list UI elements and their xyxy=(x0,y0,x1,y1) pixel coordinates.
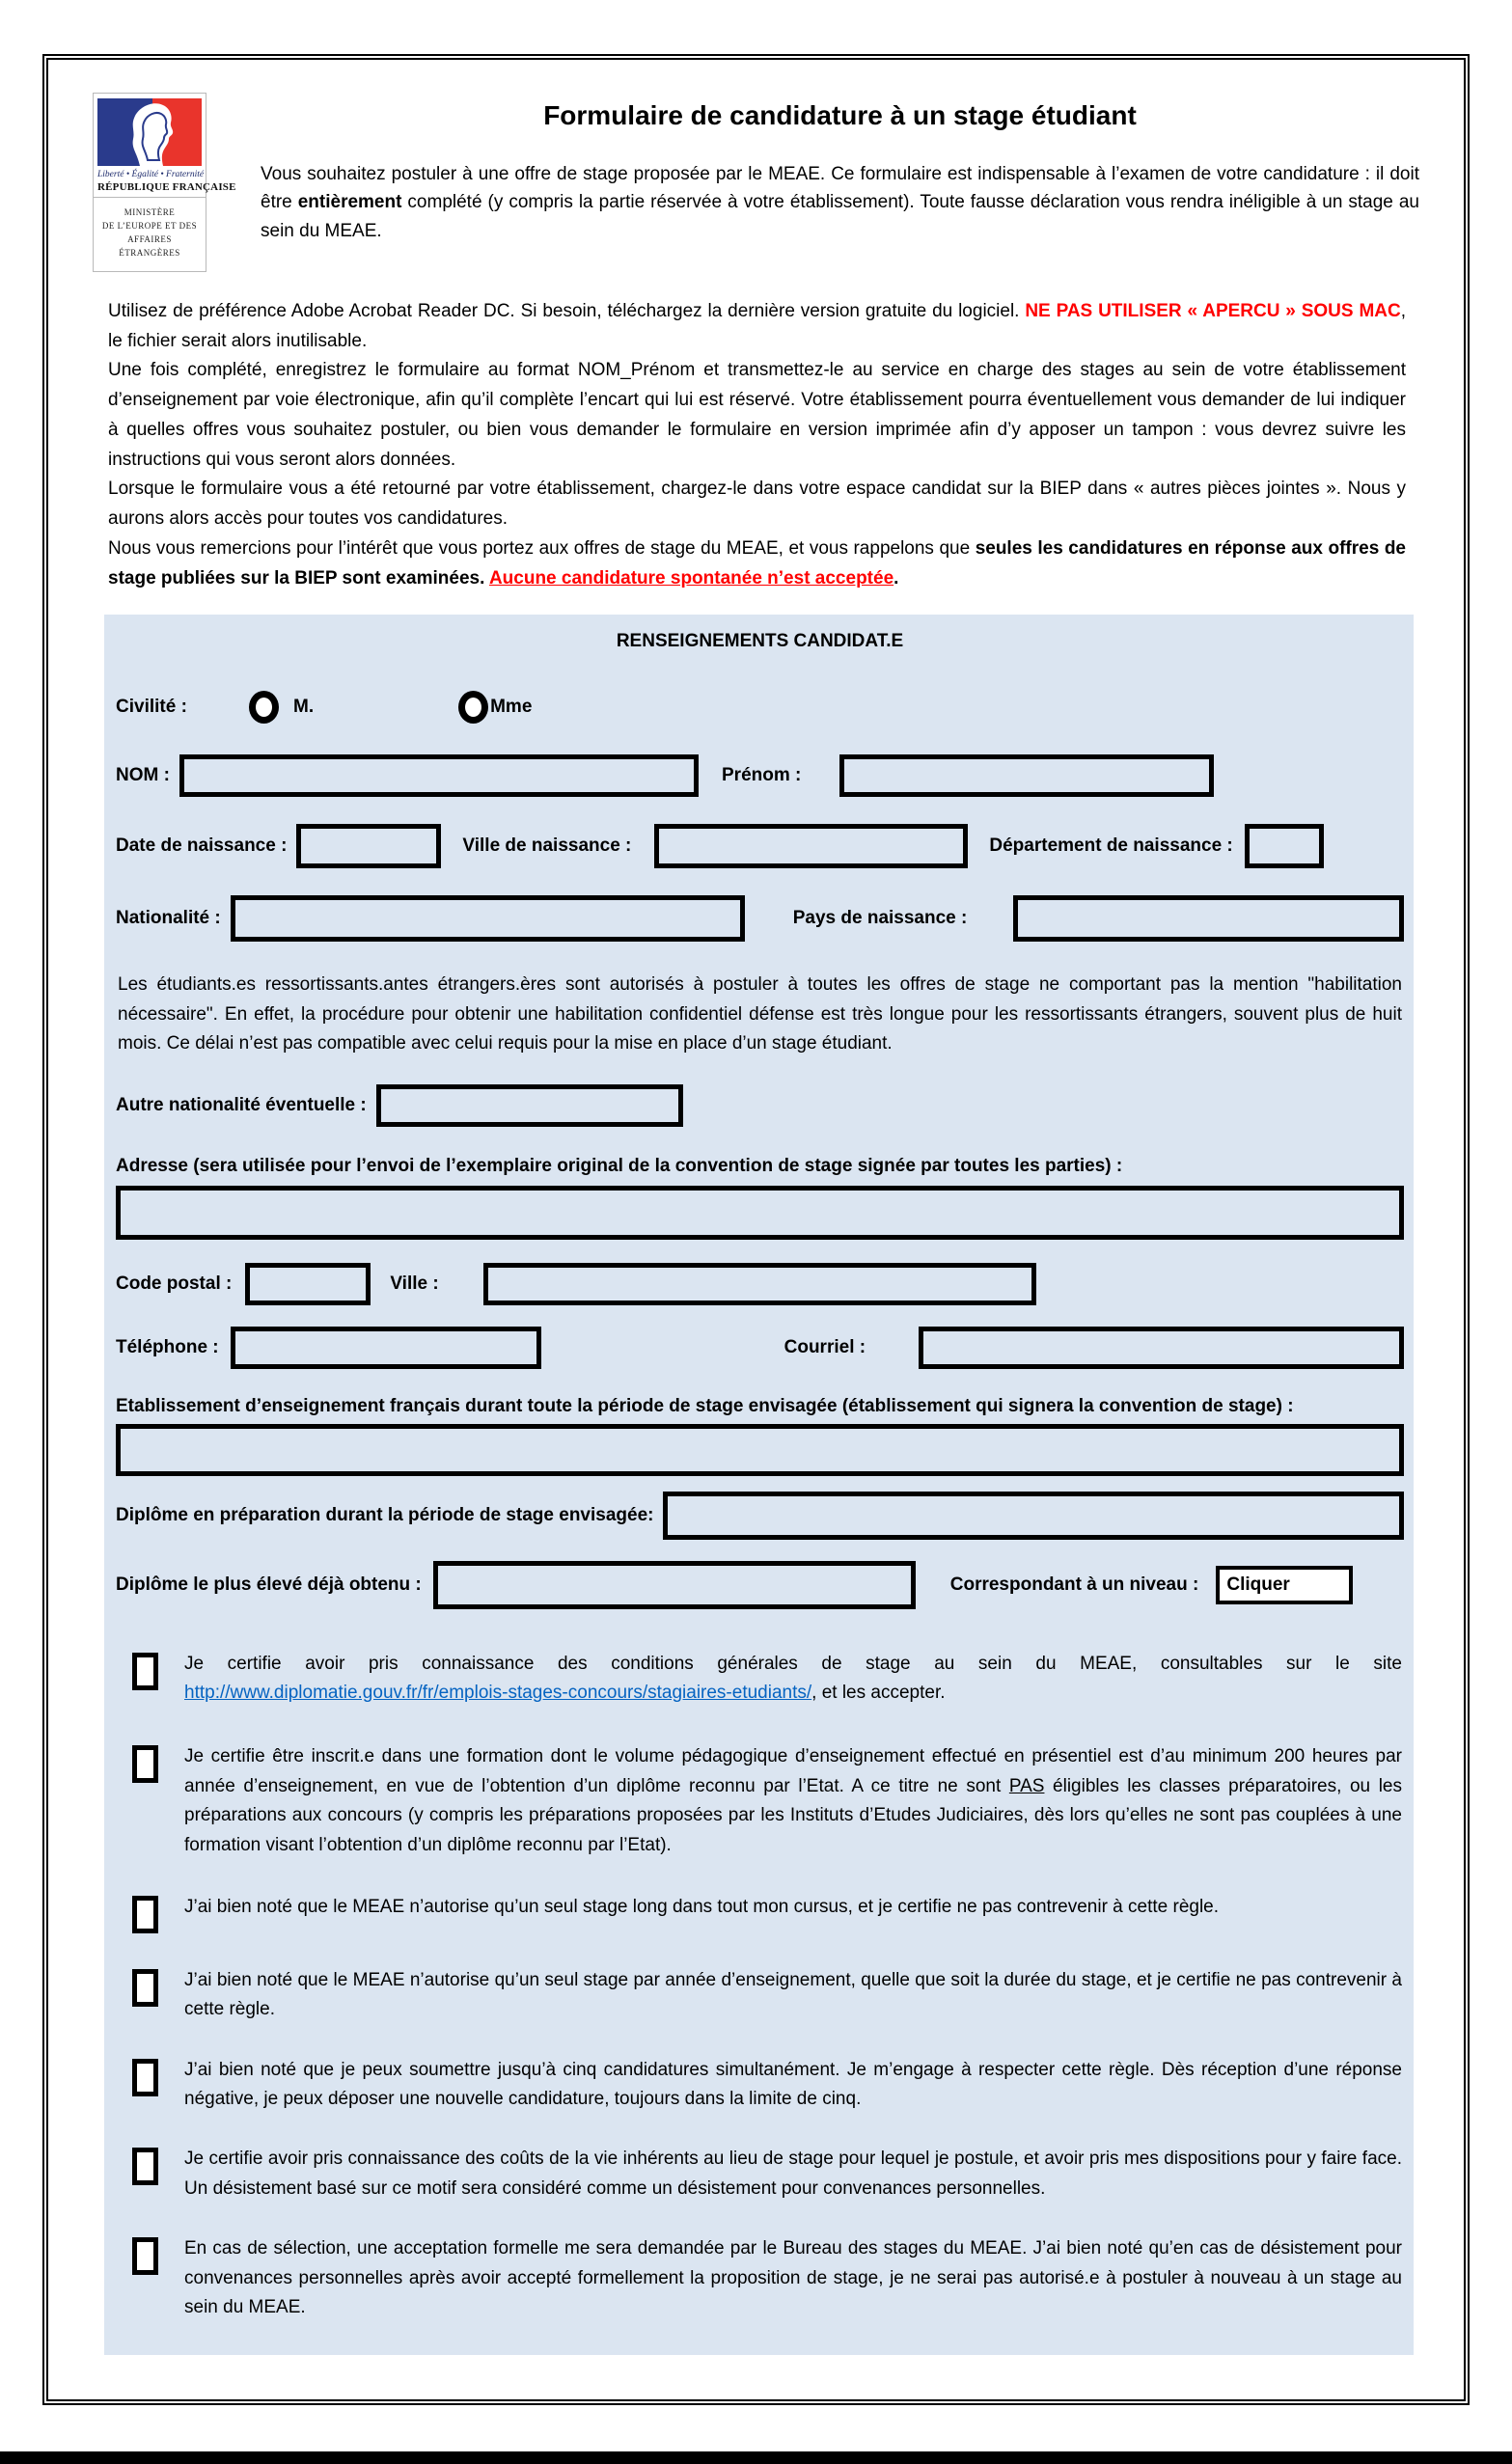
text-segment: Vous souhaitez postuler à une offre de stage proposée par le MEAE. Ce formulaire est indispensable à l’examen de votre candidature : il doit être xyxy=(261,164,1419,213)
text-segment: Je certifie être inscrit.e dans une formation dont le volume pédagogique d’enseignement effectué en présentiel est d’au minimum 200 heures par année d’enseignement, en vue de l’obtention d’un diplôme reconnu par l’Etat. A ce titre ne sont xyxy=(184,1746,1402,1796)
dept-naissance-label: Département de naissance : xyxy=(989,835,1233,857)
code-postal-input[interactable] xyxy=(245,1263,371,1305)
certification-text-7 xyxy=(184,2234,1402,2322)
certification-checkbox-2[interactable] xyxy=(132,1745,158,1783)
diplome-preparation-input[interactable] xyxy=(663,1492,1404,1540)
text-segment: complété (y compris la partie réservée à votre établissement). Toute fausse déclaration vous rendra inéligible à un stage au sein du MEAE. xyxy=(261,192,1419,241)
code-postal-label: Code postal : xyxy=(116,1273,233,1294)
text-segment: éligibles les classes préparatoires, ou les préparations aux concours (y compris les préparations proposées par les Instituts d’Etudes Judiciaires, dès lors qu’elles ne sont pas couplées à une formation visant l’obtention d’un diplôme reconnu par l’Etat). xyxy=(184,1775,1402,1855)
text-segment: NE PAS UTILISER « APERCU » SOUS MAC xyxy=(1025,300,1401,321)
marianne-flag-icon xyxy=(97,98,202,166)
diplome-preparation-label: Diplôme en préparation durant la période de stage envisagée: xyxy=(116,1504,654,1525)
foreign-students-note: Les étudiants.es ressortissants.antes étrangers.ères sont autorisés à postuler à toutes les offres de stage ne comportant pas la mention "habilitation nécessaire". En effet, la procédure pour obtenir une habilitation confidentiel défense est très longue pour les ressortissants étrangers, souvent plus de huit mois. Ce délai n’est pas compatible avec celui requis pour la mise en place d’un stage étudiant. xyxy=(118,974,1402,1054)
adresse-label: Adresse (sera utilisée pour l’envoi de l’exemplaire original de la convention de stage signée par toutes les parties) : xyxy=(116,1155,1123,1176)
instructions-paragraph-1 xyxy=(108,297,1406,357)
text-segment: . xyxy=(893,567,899,589)
certification-checkbox-1[interactable] xyxy=(132,1653,158,1690)
instructions-paragraph-2 xyxy=(108,356,1406,475)
nationalite-input[interactable] xyxy=(231,895,745,942)
etablissement-label: Etablissement d’enseignement français durant toute la période de stage envisagée (établissement qui signera la convention de stage) : xyxy=(116,1395,1294,1416)
ville-naissance-input[interactable] xyxy=(654,824,968,868)
certification-text-2 xyxy=(184,1742,1402,1860)
republique-francaise-logo xyxy=(93,93,236,272)
diplome-obtenu-label: Diplôme le plus élevé déjà obtenu : xyxy=(116,1574,422,1595)
certification-checkbox-5[interactable] xyxy=(132,2059,158,2096)
courriel-input[interactable] xyxy=(919,1327,1404,1369)
certification-checkbox-6[interactable] xyxy=(132,2148,158,2185)
text-segment: Lorsque le formulaire vous a été retourné par votre établissement, chargez-le dans votre espace candidat sur la BIEP dans « autres pièces jointes ». Nous y aurons alors accès pour toutes vos candidatures. xyxy=(108,479,1406,530)
prenom-input[interactable] xyxy=(839,754,1214,797)
text-segment: Je certifie avoir pris connaissance des conditions générales de stage au sein du MEAE, consultables sur le site xyxy=(184,1653,1402,1674)
logo-ministere xyxy=(93,198,206,272)
instructions-paragraph-3 xyxy=(108,475,1406,534)
certification-checkbox-7[interactable] xyxy=(132,2237,158,2275)
row-diplome-preparation xyxy=(116,1492,1404,1540)
text-segment: Je certifie avoir pris connaissance des coûts de la vie inhérents au lieu de stage pour lequel je postule, et avoir pris mes dispositions pour y faire face. Un désistement basé sur ce motif sera considéré comme un désistement pour convenances personnelles. xyxy=(184,2149,1402,2199)
ministere-line: AFFAIRES ÉTRANGÈRES xyxy=(119,233,180,258)
text-segment: . xyxy=(480,567,489,589)
courriel-label: Courriel : xyxy=(783,1336,866,1357)
nom-input[interactable] xyxy=(179,754,699,797)
dept-naissance-input[interactable] xyxy=(1245,824,1324,868)
row-naissance xyxy=(116,824,1404,868)
text-segment: entièrement xyxy=(297,192,402,213)
external-link[interactable]: http://www.diplomatie.gouv.fr/fr/emplois-stages-concours/stagiaires-etudiants/ xyxy=(184,1682,812,1703)
certification-text-5 xyxy=(184,2056,1402,2115)
intro-paragraph xyxy=(261,160,1419,245)
ministere-line: MINISTÈRE xyxy=(124,207,176,217)
niveau-dropdown[interactable]: Cliquer xyxy=(1216,1566,1353,1604)
instructions-paragraph-4 xyxy=(108,534,1406,594)
telephone-input[interactable] xyxy=(231,1327,541,1369)
adresse-input[interactable] xyxy=(116,1186,1404,1240)
viewport-bottom-edge xyxy=(0,2451,1512,2464)
civilite-option-mme-label: Mme xyxy=(490,697,533,718)
certification-item-7 xyxy=(116,2234,1404,2322)
marianne-icon xyxy=(97,98,202,166)
panel-header: RENSEIGNEMENTS CANDIDAT.E xyxy=(616,631,904,652)
page-header xyxy=(93,93,1419,272)
etablissement-input[interactable] xyxy=(116,1424,1404,1476)
certification-text-6 xyxy=(184,2145,1402,2204)
row-adresse xyxy=(116,1156,1404,1240)
instructions-block xyxy=(108,297,1406,594)
certification-text-1 xyxy=(184,1650,1402,1709)
ville-naissance-label: Ville de naissance : xyxy=(462,835,632,857)
pays-naissance-label: Pays de naissance : xyxy=(792,908,968,929)
certification-item-4 xyxy=(116,1966,1404,2025)
prenom-label: Prénom : xyxy=(722,765,802,786)
civilite-option-m-label: M. xyxy=(293,697,315,718)
certification-item-3 xyxy=(116,1893,1404,1933)
certification-item-1 xyxy=(116,1650,1404,1709)
text-segment: PAS xyxy=(1008,1775,1045,1796)
text-segment: Utilisez de préférence Adobe Acrobat Reader DC. Si besoin, téléchargez la dernière version gratuite du logiciel. xyxy=(108,300,1026,321)
autre-nationalite-label: Autre nationalité éventuelle : xyxy=(116,1094,367,1115)
row-nom-prenom xyxy=(116,754,1404,797)
certification-text-3 xyxy=(184,1893,1402,1922)
certification-item-5 xyxy=(116,2056,1404,2115)
form-page xyxy=(42,54,1470,2405)
logo-motto: Liberté • Égalité • Fraternité xyxy=(97,170,205,179)
certification-checkbox-4[interactable] xyxy=(132,1969,158,2007)
civilite-radio-m[interactable] xyxy=(249,691,279,724)
nationalite-label: Nationalité : xyxy=(116,908,221,929)
ville-input[interactable] xyxy=(483,1263,1036,1305)
nom-label: NOM : xyxy=(116,765,170,786)
header-right-column xyxy=(261,93,1419,245)
ministere-line: DE L’EUROPE ET DES xyxy=(101,220,198,231)
row-diplome-obtenu xyxy=(116,1561,1404,1609)
candidate-info-panel xyxy=(104,615,1414,2355)
row-nationalite xyxy=(116,895,1404,942)
row-civilite xyxy=(116,691,1404,724)
logo-republique: RÉPUBLIQUE FRANÇAISE xyxy=(97,181,236,193)
ville-label: Ville : xyxy=(390,1273,439,1294)
diplome-obtenu-input[interactable] xyxy=(433,1561,916,1609)
text-segment: En cas de sélection, une acceptation formelle me sera demandée par le Bureau des stages du MEAE. J’ai bien noté qu’en cas de désistement pour convenances personnelles après avoir accepté formellement la proposition de stage, je ne serai pas autorisé.e à postuler à nouveau à un stage au sein du MEAE. xyxy=(184,2238,1402,2318)
date-naissance-label: Date de naissance : xyxy=(116,835,288,857)
row-code-postal-ville xyxy=(116,1263,1404,1305)
certification-checkbox-3[interactable] xyxy=(132,1896,158,1933)
certification-item-2 xyxy=(116,1742,1404,1860)
text-segment: J’ai bien noté que je peux soumettre jusqu’à cinq candidatures simultanément. Je m’engage à respecter cette règle. Dès réception d’une réponse négative, je peux déposer une nouvelle candidature, toujours dans la limite de cinq. xyxy=(184,2059,1402,2110)
text-segment: Aucune candidature spontanée n’est acceptée xyxy=(488,567,894,589)
telephone-label: Téléphone : xyxy=(116,1336,219,1357)
text-segment: J’ai bien noté que le MEAE n’autorise qu’un seul stage long dans tout mon cursus, et je certifie ne pas contrevenir à cette règle. xyxy=(184,1896,1220,1917)
logo-flag-block xyxy=(93,93,236,198)
pays-naissance-input[interactable] xyxy=(1013,895,1404,942)
civilite-label: Civilité : xyxy=(116,697,187,718)
page-title: Formulaire de candidature à un stage étudiant xyxy=(543,100,1137,130)
civilite-radio-mme[interactable] xyxy=(458,691,488,724)
certification-text-4 xyxy=(184,1966,1402,2025)
autre-nationalite-input[interactable] xyxy=(376,1084,683,1127)
row-autre-nationalite xyxy=(116,1084,1404,1127)
date-naissance-input[interactable] xyxy=(296,824,441,868)
text-segment: , et les accepter. xyxy=(811,1682,946,1703)
text-segment: Nous vous remercions pour l’intérêt que vous portez aux offres de stage du MEAE, et vous rappelons que xyxy=(108,537,976,559)
text-segment: , le fichier serait alors inutilisable. xyxy=(108,300,1406,351)
row-etablissement xyxy=(116,1396,1404,1476)
row-telephone-courriel xyxy=(116,1327,1404,1369)
text-segment: Une fois complété, enregistrez le formulaire au format NOM_Prénom et transmettez-le au service en charge des stages au sein de votre établissement d’enseignement par voie électronique, afin qu’il complète l’encart qui lui est réservé. Votre établissement pourra éventuellement vous demander de lui indiquer à quelles offres vous souhaitez postuler, ou bien vous demander le formulaire en version imprimée afin d’y apposer un tampon : vous devrez suivre les instructions qui vous seront alors données. xyxy=(108,360,1406,470)
certification-item-6 xyxy=(116,2145,1404,2204)
text-segment: seules les candidatures en réponse aux offres de stage publiées sur la BIEP sont examinées xyxy=(108,537,1406,589)
niveau-label: Correspondant à un niveau : xyxy=(949,1574,1199,1595)
text-segment: J’ai bien noté que le MEAE n’autorise qu’un seul stage par année d’enseignement, quelle que soit la durée du stage, et je certifie ne pas contrevenir à cette règle. xyxy=(184,1969,1402,2020)
